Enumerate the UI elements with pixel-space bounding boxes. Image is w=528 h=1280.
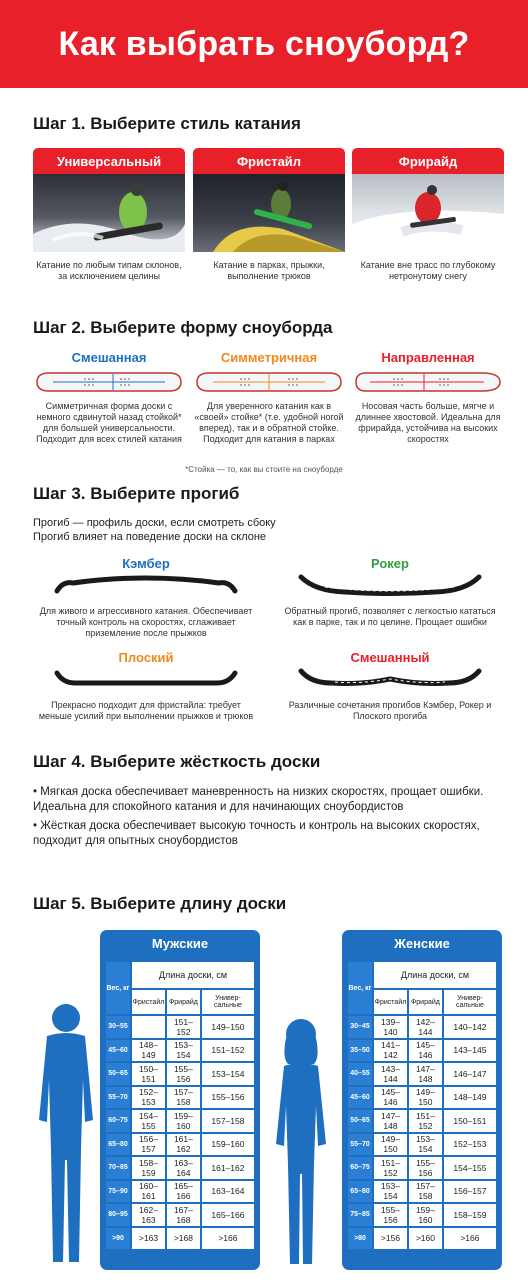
table-row xyxy=(348,1110,496,1132)
step3-title: Шаг 3. Выберите прогиб xyxy=(33,484,240,503)
weight-cell: 60–75 xyxy=(106,1110,130,1132)
shape-desc: Симметричная форма доски с немного сдвинутой назад стойкой* для большей универсальности. Подходит для всех стилей катания xyxy=(36,401,182,444)
weight-header: Вес, кг xyxy=(106,962,130,1014)
table-cell: 151–152 xyxy=(409,1110,442,1132)
table-cell: 155–156 xyxy=(167,1063,200,1085)
weight-cell: 80–95 xyxy=(106,1204,130,1226)
table-row xyxy=(106,1157,254,1179)
style-card-universal xyxy=(33,148,185,282)
table-cell: 140–142 xyxy=(444,1016,496,1038)
table-cell: 141–142 xyxy=(374,1040,407,1062)
table-row xyxy=(348,1040,496,1062)
bullet-soft: • Мягкая доска обеспечивает маневренность на низких скоростях, прощает ошибки. Идеальна для спокойного катания и для начинающих сноубордистов xyxy=(33,786,484,813)
table-cell: >166 xyxy=(444,1228,496,1250)
table-cell: 167–168 xyxy=(167,1204,200,1226)
weight-header: Вес, кг xyxy=(348,962,372,1014)
shape-desc: Для уверенного катания как в «своей» стойке* (т.е. удобной ногой вперед), так и в обратной стойке. Подходит для катания в парках xyxy=(194,401,344,444)
man-silhouette-icon xyxy=(33,1000,99,1270)
col-header: Фристайл xyxy=(132,990,165,1014)
profile-desc: Обратный прогиб, позволяет с легкостью кататься как в парке, так и по целине. Прощает ошибки xyxy=(284,606,496,627)
table-row xyxy=(106,1063,254,1085)
table-cell: 162–163 xyxy=(132,1204,165,1226)
table-cell: 152–153 xyxy=(444,1134,496,1156)
women-table xyxy=(346,960,498,1251)
length-header: Длина доски, см xyxy=(132,962,254,988)
table-cell: 154–155 xyxy=(132,1110,165,1132)
table-row xyxy=(348,1063,496,1085)
women-size-table xyxy=(342,930,502,1270)
table-row xyxy=(106,1016,254,1038)
profile-flat xyxy=(36,650,256,722)
table-cell: 156–157 xyxy=(132,1134,165,1156)
table-row xyxy=(106,1110,254,1132)
table-cell: 146–147 xyxy=(444,1063,496,1085)
weight-cell: 60–75 xyxy=(348,1157,372,1179)
shape-desc: Носовая часть больше, мягче и длиннее хвостовой. Идеальна для фрирайда, устойчива на высоких скоростях xyxy=(355,401,501,444)
intro-line: Прогиб влияет на поведение доски на склоне xyxy=(33,531,267,543)
board-mixed-icon xyxy=(35,371,183,393)
table-cell: >156 xyxy=(374,1228,407,1250)
table-row xyxy=(106,1134,254,1156)
weight-cell: 70–85 xyxy=(106,1157,130,1179)
table-cell: 157–158 xyxy=(409,1181,442,1203)
board-directional-icon xyxy=(354,371,502,393)
shape-symmetric xyxy=(193,350,345,445)
table-row xyxy=(348,1087,496,1109)
intro-line: Прогиб — профиль доски, если смотреть сбоку xyxy=(33,517,276,529)
men-table xyxy=(104,960,256,1251)
length-header: Длина доски, см xyxy=(374,962,496,988)
table-cell: 148–149 xyxy=(444,1087,496,1109)
weight-cell: 30–55 xyxy=(106,1016,130,1038)
profile-desc: Различные сочетания прогибов Кэмбер, Рокер и Плоского прогиба xyxy=(288,700,492,721)
table-cell: 147–148 xyxy=(409,1063,442,1085)
page-header xyxy=(0,0,528,88)
shape-directional xyxy=(352,350,504,445)
profile-rocker xyxy=(280,556,500,628)
weight-cell: 75–90 xyxy=(106,1181,130,1203)
table-cell: 165–166 xyxy=(202,1204,254,1226)
style-label: Фристайл xyxy=(193,148,345,174)
women-table-title: Женские xyxy=(394,936,450,951)
flat-profile-icon xyxy=(51,665,241,693)
table-cell: 161–162 xyxy=(202,1157,254,1179)
style-card-freestyle xyxy=(193,148,345,282)
profile-camber xyxy=(36,556,256,639)
style-card-freeride xyxy=(352,148,504,282)
table-cell: 163–164 xyxy=(167,1157,200,1179)
table-cell: 157–158 xyxy=(202,1110,254,1132)
table-row xyxy=(348,1016,496,1038)
table-cell: 148–149 xyxy=(132,1040,165,1062)
profile-desc: Для живого и агрессивного катания. Обеспечивает точный контроль на скоростях, сглаживает приземление после прыжков xyxy=(39,606,253,638)
table-cell: 158–159 xyxy=(444,1204,496,1226)
style-desc: Катание в парках, прыжки, выполнение трюков xyxy=(213,260,325,281)
table-cell: 153–154 xyxy=(202,1063,254,1085)
table-row xyxy=(348,1204,496,1226)
page-title: Как выбрать сноуборд? xyxy=(58,24,470,63)
table-cell: 155–156 xyxy=(374,1204,407,1226)
table-row xyxy=(106,1181,254,1203)
profile-name: Рокер xyxy=(371,556,409,571)
table-cell: 158–159 xyxy=(132,1157,165,1179)
table-row xyxy=(106,1040,254,1062)
table-row xyxy=(348,1157,496,1179)
shape-name: Смешанная xyxy=(71,350,147,365)
table-cell: 150–151 xyxy=(132,1063,165,1085)
weight-cell: >80 xyxy=(348,1228,372,1250)
weight-cell: 75–85 xyxy=(348,1204,372,1226)
table-cell: 149–150 xyxy=(409,1087,442,1109)
table-row xyxy=(106,1228,254,1250)
table-cell: 150–151 xyxy=(444,1110,496,1132)
table-cell: 153–154 xyxy=(409,1134,442,1156)
col-header: Фрирайд xyxy=(409,990,442,1014)
table-cell: 157–158 xyxy=(167,1087,200,1109)
table-cell: 153–154 xyxy=(374,1181,407,1203)
table-cell: 165–166 xyxy=(167,1181,200,1203)
woman-silhouette-icon xyxy=(268,1014,334,1270)
weight-cell: 45–60 xyxy=(106,1040,130,1062)
table-cell: 156–157 xyxy=(444,1181,496,1203)
weight-cell: 50–65 xyxy=(348,1110,372,1132)
freeride-photo xyxy=(352,174,504,252)
rocker-profile-icon xyxy=(295,571,485,599)
col-header: Универ-сальные xyxy=(202,990,254,1014)
profile-hybrid xyxy=(280,650,500,722)
freestyle-photo xyxy=(193,174,345,252)
weight-cell: 65–80 xyxy=(348,1181,372,1203)
table-cell: >160 xyxy=(409,1228,442,1250)
table-cell: >166 xyxy=(202,1228,254,1250)
table-cell: 159–160 xyxy=(167,1110,200,1132)
table-cell: 159–160 xyxy=(202,1134,254,1156)
hybrid-profile-icon xyxy=(295,665,485,693)
table-cell: >163 xyxy=(132,1228,165,1250)
flex-bullets xyxy=(33,785,503,853)
col-header: Фрирайд xyxy=(167,990,200,1014)
table-cell: 160–161 xyxy=(132,1181,165,1203)
table-cell: 153–154 xyxy=(167,1040,200,1062)
weight-cell: 65–80 xyxy=(106,1134,130,1156)
shape-mixed xyxy=(33,350,185,445)
shape-name: Симметричная xyxy=(220,350,318,365)
table-cell: 151–152 xyxy=(202,1040,254,1062)
stance-footnote: *Стойка — то, как вы стоите на сноуборде xyxy=(185,465,343,474)
table-cell: 152–153 xyxy=(132,1087,165,1109)
style-label: Универсальный xyxy=(33,148,185,174)
table-cell: 147–148 xyxy=(374,1110,407,1132)
camber-profile-icon xyxy=(51,571,241,599)
profile-name: Смешанный xyxy=(350,650,430,665)
table-cell: 155–156 xyxy=(409,1157,442,1179)
weight-cell: 55–70 xyxy=(348,1134,372,1156)
table-cell: 149–150 xyxy=(374,1134,407,1156)
weight-cell: 55–70 xyxy=(106,1087,130,1109)
table-cell: 142–144 xyxy=(409,1016,442,1038)
step5-title: Шаг 5. Выберите длину доски xyxy=(33,894,287,913)
table-cell: 143–144 xyxy=(374,1063,407,1085)
style-desc: Катание по любым типам склонов, за исключением целины xyxy=(36,260,182,281)
table-cell: 139–140 xyxy=(374,1016,407,1038)
universal-photo xyxy=(33,174,185,252)
table-row xyxy=(348,1228,496,1250)
col-header: Фристайл xyxy=(374,990,407,1014)
men-size-table xyxy=(100,930,260,1270)
table-cell xyxy=(132,1016,165,1038)
men-table-title: Мужские xyxy=(151,936,209,951)
table-cell: 155–156 xyxy=(202,1087,254,1109)
shape-name: Направленная xyxy=(381,350,475,365)
table-cell: 145–146 xyxy=(374,1087,407,1109)
style-label: Фрирайд xyxy=(352,148,504,174)
profile-desc: Прекрасно подходит для фристайла: требует меньше усилий при выполнении прыжков и трюков xyxy=(38,700,254,721)
weight-cell: >90 xyxy=(106,1228,130,1250)
table-row xyxy=(106,1204,254,1226)
table-row xyxy=(348,1134,496,1156)
bullet-stiff: • Жёсткая доска обеспечивает высокую точность и контроль на высоких скоростях, подходит для опытных сноубордистов xyxy=(33,820,480,847)
table-cell: 145–146 xyxy=(409,1040,442,1062)
step1-title: Шаг 1. Выберите стиль катания xyxy=(33,114,301,133)
col-header: Универ-сальные xyxy=(444,990,496,1014)
table-cell: 149–150 xyxy=(202,1016,254,1038)
weight-cell: 30–45 xyxy=(348,1016,372,1038)
profile-name: Кэмбер xyxy=(122,556,170,571)
profile-name: Плоский xyxy=(118,650,174,665)
board-symmetric-icon xyxy=(195,371,343,393)
table-cell: 154–155 xyxy=(444,1157,496,1179)
table-cell: 161–162 xyxy=(167,1134,200,1156)
weight-cell: 35–50 xyxy=(348,1040,372,1062)
table-cell: 151–152 xyxy=(374,1157,407,1179)
table-cell: >168 xyxy=(167,1228,200,1250)
style-desc: Катание вне трасс по глубокому нетронутому снегу xyxy=(360,260,496,281)
weight-cell: 50–65 xyxy=(106,1063,130,1085)
weight-cell: 45–60 xyxy=(348,1087,372,1109)
table-row xyxy=(106,1087,254,1109)
table-cell: 163–164 xyxy=(202,1181,254,1203)
table-row xyxy=(348,1181,496,1203)
weight-cell: 40–55 xyxy=(348,1063,372,1085)
camber-intro xyxy=(33,516,276,544)
step2-title: Шаг 2. Выберите форму сноуборда xyxy=(33,318,333,337)
table-cell: 151–152 xyxy=(167,1016,200,1038)
step4-title: Шаг 4. Выберите жёсткость доски xyxy=(33,752,321,771)
table-cell: 159–160 xyxy=(409,1204,442,1226)
table-cell: 143–145 xyxy=(444,1040,496,1062)
